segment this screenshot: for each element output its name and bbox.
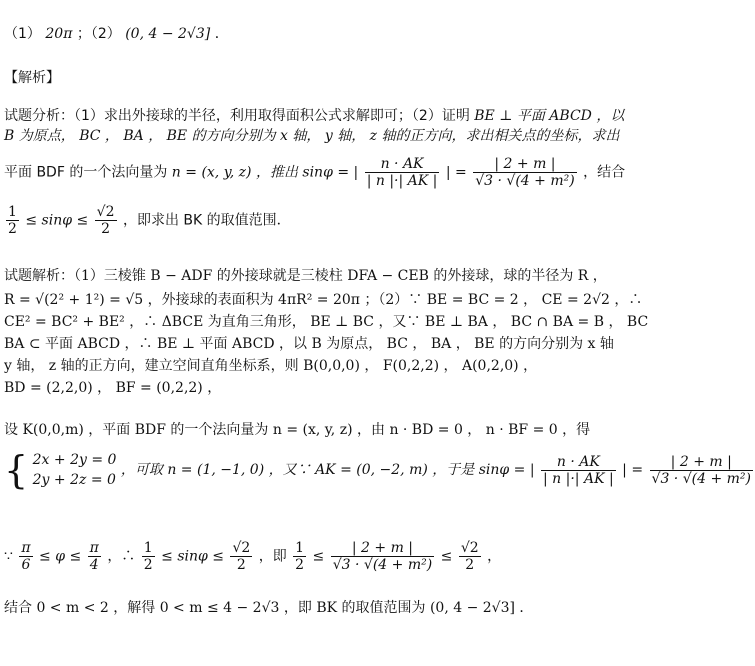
idea-line4-end: ，即求出 BK 的取值范围． <box>122 212 291 229</box>
solution-line-2: R = √(2² + 1²) = √5 ，外接球的表面积为 4πR² = 20π ；（2）∵ BE = BC = 2 ， CE = 2√2 ，∴ <box>4 292 643 308</box>
solution-frac2-num: | 2 + m | <box>650 454 753 471</box>
sqrt2-2-num: √2 <box>460 540 479 556</box>
solution-line-4: BA ⊂ 平面 ABCD ，∴ BE ⊥ 平面 ABCD ，以 B 为原点， BC ， BA ， BE 的方向分别为 x 轴 <box>4 336 614 352</box>
idea-line3-b: n = (x, y, z) ，推出 sinφ = | <box>171 164 359 181</box>
answer-part1-value: 20π <box>45 26 73 42</box>
idea-line1-mid: BE ⊥ 平面 ABCD ，以 <box>474 108 625 124</box>
main-frac-den: √3 · √(4 + m²) <box>332 557 433 573</box>
idea-line-2 <box>4 126 620 146</box>
solution-line-6: BD = (2,2,0) ， BF = (0,2,2) ， <box>4 380 222 396</box>
idea-line3-end: ，结合 <box>583 164 626 181</box>
phi-range: ≤ φ ≤ <box>39 548 82 565</box>
idea-fraction-value <box>473 156 576 189</box>
answer-part1-label: （1） <box>4 26 41 42</box>
idea-sqrt2-den: 2 <box>101 221 111 237</box>
half1-num: 1 <box>143 540 153 556</box>
solution-frac-num: n · AK <box>541 454 616 471</box>
idea-frac-num: n · AK <box>365 156 440 173</box>
half-frac-2 <box>293 540 306 573</box>
half2-num: 1 <box>295 540 305 556</box>
system-brace: { <box>4 448 29 492</box>
equation-system <box>33 450 117 490</box>
sqrt2-2-den: 2 <box>465 557 475 573</box>
idea-sqrt2-num: √2 <box>96 204 115 220</box>
idea-frac2-num: | 2 + m | <box>473 156 576 173</box>
sqrt2-frac-2 <box>459 540 481 573</box>
idea-line4-mid: ≤ sinφ ≤ <box>25 212 89 229</box>
idea-line-3 <box>4 156 625 189</box>
solution-line-1: 试题解析：（1）三棱锥 B − ADF 的外接球就是三棱柱 DFA − CEB 的外接球，球的半径为 R ， <box>4 268 607 284</box>
line9-end: ， <box>487 548 502 565</box>
solution-line-7: 设 K(0,0,m) ，平面 BDF 的一个法向量为 n = (x, y, z) ，由 n · BD = 0 ， n · BF = 0 ，得 <box>4 422 591 438</box>
idea-half-num: 1 <box>8 204 17 220</box>
answer-line <box>4 24 229 44</box>
idea-eq: | = <box>445 164 467 181</box>
pi4-den: 4 <box>89 557 99 573</box>
idea-frac2-den: √3 · √(4 + m²) <box>475 173 575 189</box>
analysis-heading: 【解析】 <box>4 70 60 86</box>
solution-fraction-sin <box>541 454 616 487</box>
pi6-den: 6 <box>21 557 31 573</box>
half-frac-1 <box>142 540 155 573</box>
because-symbol: ∵ <box>4 548 13 565</box>
sqrt2-1-den: 2 <box>236 557 246 573</box>
solution-line-10: 结合 0 < m < 2 ，解得 0 < m ≤ 4 − 2√3 ，即 BK 的取值范围为 (0, 4 − 2√3] ． <box>4 600 534 616</box>
system-eq-2: 2y + 2z = 0 <box>32 472 116 488</box>
le-symbol-1: ≤ <box>312 548 325 565</box>
namely-text: ，即 <box>258 548 287 565</box>
half2-den: 2 <box>295 557 305 573</box>
idea-fraction-sin <box>365 156 440 189</box>
answer-part2-value: (0, 4 − 2√3] <box>125 26 211 42</box>
solution-line-8 <box>4 450 755 490</box>
solution-line-3: CE² = BC² + BE² ，∴ ΔBCE 为直角三角形， BE ⊥ BC ，又∵ BE ⊥ BA ， BC ∩ BA = B ， BC <box>4 314 649 330</box>
sin-range: ≤ sinφ ≤ <box>161 548 224 565</box>
idea-line2-text: B 为原点， BC ， BA ， BE 的方向分别为 x 轴， y 轴， z 轴的正方向，求出相关点的坐标，求出 <box>4 128 620 144</box>
solution-line-9 <box>4 540 501 573</box>
pi-over-4 <box>88 540 101 573</box>
solution-line8-text: ，可取 n = (1, −1, 0) ，又∵ AK = (0, −2, m) ，于是 sinφ = | <box>120 462 535 478</box>
solution-fraction-value <box>650 454 753 487</box>
system-eq-1: 2x + 2y = 0 <box>32 452 117 468</box>
main-frac-num: | 2 + m | <box>331 540 434 557</box>
pi6-num: π <box>21 540 31 556</box>
main-inequality-frac <box>331 540 434 573</box>
answer-end: ． <box>214 26 229 42</box>
idea-lead: 试题分析：（1）求出外接球的半径，利用取得面积公式求解即可；（2）证明 <box>4 108 470 124</box>
le-symbol-2: ≤ <box>440 548 453 565</box>
pi4-num: π <box>89 540 99 556</box>
solution-frac-den: | n |·| AK | <box>543 470 614 487</box>
idea-half-frac <box>6 204 19 237</box>
idea-frac-den: | n |·| AK | <box>366 173 438 189</box>
idea-sqrt2-frac <box>95 204 117 237</box>
half1-den: 2 <box>143 557 153 573</box>
solution-frac2-den: √3 · √(4 + m²) <box>651 470 751 487</box>
therefore-symbol: ，∴ <box>107 548 136 565</box>
idea-line3-a: 平面 BDF 的一个法向量为 <box>4 164 168 181</box>
idea-line-4 <box>4 204 291 237</box>
sqrt2-1-num: √2 <box>232 540 251 556</box>
sqrt2-frac-1 <box>230 540 252 573</box>
idea-line-1 <box>4 106 624 126</box>
answer-part2-label: ；（2） <box>76 26 121 42</box>
idea-half-den: 2 <box>8 221 17 237</box>
solution-line-5: y 轴， z 轴的正方向，建立空间直角坐标系，则 B(0,0,0) ， F(0,2,2) ， A(0,2,0) ， <box>4 358 538 374</box>
solution-eq: | = <box>622 462 644 478</box>
pi-over-6 <box>19 540 32 573</box>
